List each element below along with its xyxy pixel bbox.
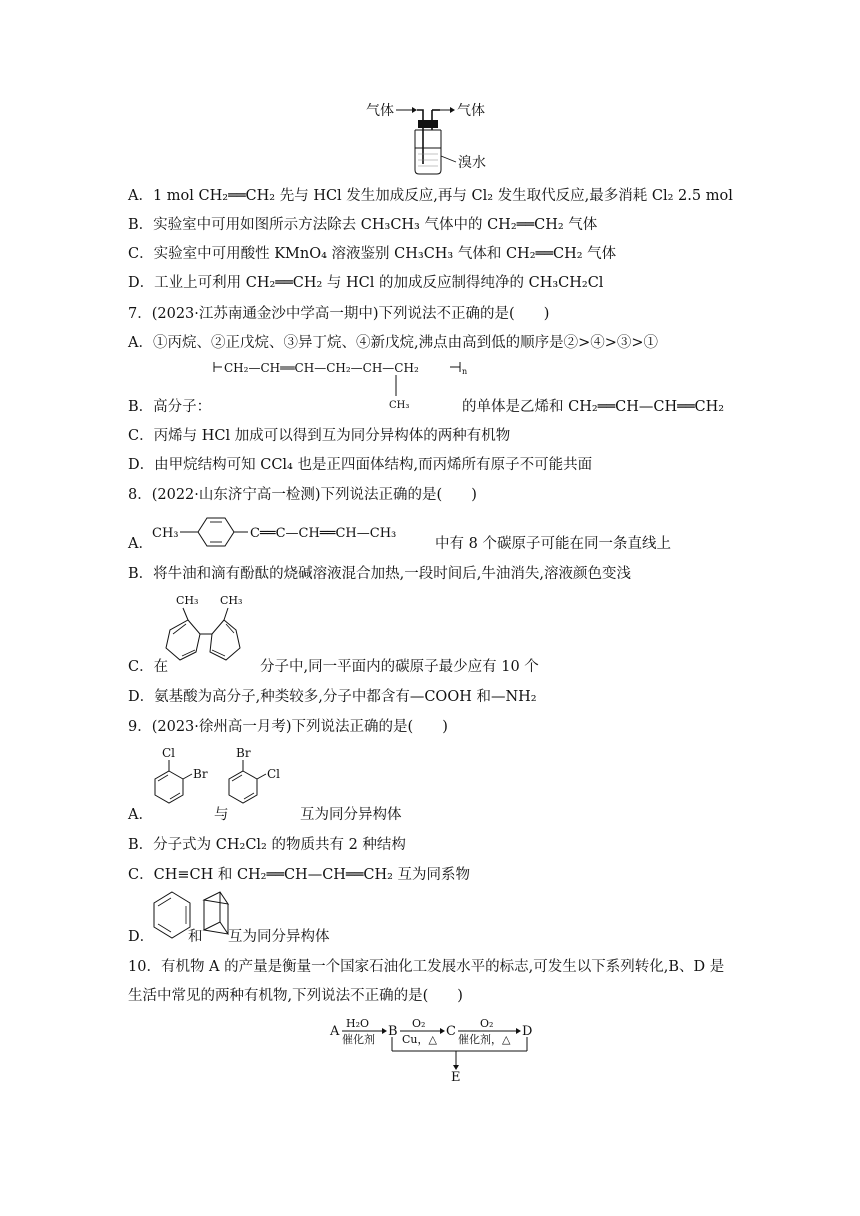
q7-option-d: D．由甲烷结构可知 CCl₄ 也是正四面体结构,而丙烯所有原子不可能共面	[128, 457, 593, 473]
q6-option-b: B．实验室中可用如图所示方法除去 CH₃CH₃ 气体中的 CH₂══CH₂ 气体	[128, 217, 598, 233]
scheme-r2-bottom: Cu，△	[402, 1033, 437, 1046]
gas-in-label: 气体	[366, 103, 394, 119]
scheme-b: B	[388, 1024, 398, 1039]
q9-d-benzene	[152, 890, 192, 944]
q7-option-b-prefix: B．高分子：	[128, 399, 212, 415]
q9-a-mol1-top: Cl	[162, 746, 176, 760]
q10-stem-line2: 生活中常见的两种有机物,下列说法不正确的是( )	[128, 988, 463, 1004]
q9-a-mol1-side: Br	[193, 767, 208, 781]
gas-out-label: 气体	[457, 103, 485, 119]
q8-option-c-prefix: C．在	[128, 659, 169, 675]
q9-option-a-prefix: A．	[128, 807, 153, 823]
q8-a-molecule	[150, 512, 435, 552]
q7-option-b-suffix: 的单体是乙烯和 CH₂══CH—CH══CH₂	[462, 399, 725, 415]
q8-option-b: B．将牛油和滴有酚酞的烧碱溶液混合加热,一段时间后,牛油消失,溶液颜色变浅	[128, 566, 631, 582]
q9-option-c: C．CH≡CH 和 CH₂══CH—CH══CH₂ 互为同系物	[128, 867, 471, 883]
q9-option-d-suffix: 互为同分异构体	[228, 929, 330, 945]
q8-stem: 8．(2022·山东济宁高一检测)下列说法正确的是( )	[128, 487, 477, 503]
q7-stem: 7．(2023·江苏南通金沙中学高一期中)下列说法不正确的是( )	[128, 306, 550, 322]
q9-a-molecule-2	[222, 743, 292, 808]
q8-a-methyl: CH₃	[152, 526, 179, 541]
q8-option-a-suffix: 中有 8 个碳原子可能在同一条直线上	[435, 536, 671, 552]
q7-option-a: A．①丙烷、②正戊烷、③异丁烷、④新戊烷,沸点由高到低的顺序是②>④>③>①	[128, 335, 659, 351]
q6-option-d: D．工业上可利用 CH₂══CH₂ 与 HCl 的加成反应制得纯净的 CH₃CH₂Cl	[128, 275, 604, 291]
polymer-chain: CH₂—CH══CH—CH₂—CH—CH₂	[224, 361, 419, 375]
q8-c-methyl-1: CH₃	[176, 594, 199, 607]
q9-a-mol2-side: Cl	[267, 767, 281, 781]
polymer-structure	[210, 358, 470, 414]
q9-option-d-prefix: D．	[128, 929, 155, 945]
scheme-a: A	[330, 1024, 340, 1039]
q8-a-chain: C══C—CH══CH—CH₃	[250, 526, 397, 541]
q9-option-a-mid: 与	[214, 807, 229, 823]
scheme-d: D	[522, 1024, 533, 1039]
q10-reaction-scheme	[328, 1015, 538, 1083]
scheme-r2-top: O₂	[412, 1017, 426, 1030]
scheme-r1-bottom: 催化剂	[342, 1033, 375, 1046]
q9-option-d-mid: 和	[188, 929, 203, 945]
q7-option-c: C．丙烯与 HCl 加成可以得到互为同分异构体的两种有机物	[128, 428, 511, 444]
q8-option-d: D．氨基酸为高分子,种类较多,分子中都含有—COOH 和—NH₂	[128, 689, 537, 705]
q9-stem: 9．(2023·徐州高一月考)下列说法正确的是( )	[128, 719, 448, 735]
q6-option-c: C．实验室中可用酸性 KMnO₄ 溶液鉴别 CH₃CH₃ 气体和 CH₂══CH₂ 气体	[128, 246, 617, 262]
scheme-r3-top: O₂	[480, 1017, 494, 1030]
q9-a-mol2-top: Br	[236, 746, 251, 760]
q8-c-dimethylbiphenyl	[156, 590, 256, 670]
polymer-n: n	[462, 367, 468, 376]
bromine-water-label: 溴水	[458, 155, 486, 171]
scheme-c: C	[446, 1024, 456, 1039]
q6-option-a: A．1 mol CH₂══CH₂ 先与 HCl 发生加成反应,再与 Cl₂ 发生取代反应,最多消耗 Cl₂ 2.5 mol	[128, 188, 733, 204]
q9-option-b: B．分子式为 CH₂Cl₂ 的物质共有 2 种结构	[128, 837, 406, 853]
q9-option-a-suffix: 互为同分异构体	[300, 807, 402, 823]
polymer-substituent: CH₃	[389, 400, 410, 411]
scheme-r1-top: H₂O	[346, 1017, 370, 1030]
q8-option-a-prefix: A．	[128, 536, 153, 552]
q9-a-molecule-1	[148, 743, 218, 808]
scheme-r3-bottom: 催化剂，△	[458, 1033, 511, 1046]
gas-washing-figure	[360, 98, 510, 178]
q10-stem-line1: 10．有机物 A 的产量是衡量一个国家石油化工发展水平的标志,可发生以下系列转化,B、D 是	[128, 959, 725, 975]
q8-option-c-suffix: 分子中,同一平面内的碳原子最少应有 10 个	[260, 659, 539, 675]
q8-c-methyl-2: CH₃	[220, 594, 243, 607]
scheme-e: E	[451, 1070, 461, 1083]
